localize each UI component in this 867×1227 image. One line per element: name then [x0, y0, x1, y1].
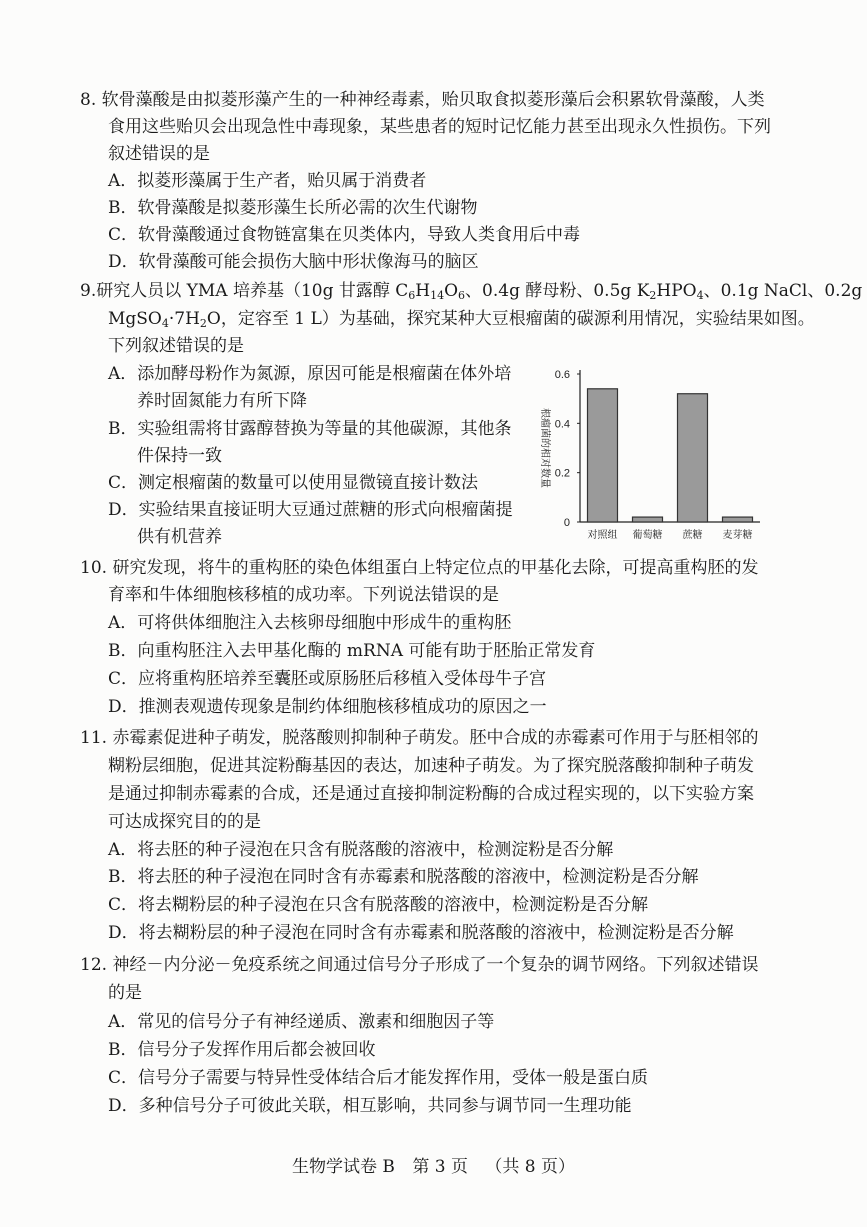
footer-subject: 生物学试卷 B	[292, 1157, 395, 1177]
question-8-option-b: B．软骨藻酸是拟菱形藻生长所必需的次生代谢物	[108, 198, 478, 218]
subscript: 4	[696, 289, 704, 302]
question-8-option-c: C．软骨藻酸通过食物链富集在贝类体内，导致人类食用后中毒	[108, 225, 581, 245]
subscript: 6	[458, 289, 466, 302]
question-9-option-a: A．添加酵母粉作为氮源，原因可能是根瘤菌在体外培	[108, 364, 512, 384]
question-8-text: 软骨藻酸是由拟菱形藻产生的一种神经毒素，贻贝取食拟菱形藻后会积累软骨藻酸，人类	[101, 90, 765, 110]
q9-text: MgSO	[108, 309, 162, 329]
y-tick-label: 0.2	[554, 467, 570, 480]
subscript: 6	[408, 289, 416, 302]
subscript: 2	[649, 289, 657, 302]
question-9-option-b: B．实验组需将甘露醇替换为等量的其他碳源，其他条	[108, 419, 512, 439]
q9-text: H	[415, 281, 431, 301]
q9-text: 、0.4g 酵母粉、0.5g K	[465, 281, 650, 301]
q9-text: O，定容至 1 L）为基础，探究某种大豆根瘤菌的碳源利用情况，实验结果如图。	[206, 309, 815, 329]
subscript: 4	[161, 317, 169, 330]
question-10-stem-line-1	[80, 557, 758, 579]
question-11-stem-line-1	[80, 727, 758, 749]
x-category-label: 麦芽糖	[722, 530, 753, 541]
question-12-option-b: B．信号分子发挥作用后都会被回收	[108, 1040, 376, 1060]
question-9-option-b-cont: 件保持一致	[137, 446, 222, 466]
question-8-number: 8.	[80, 90, 97, 110]
question-8-option-d: D．软骨藻酸可能会损伤大脑中形状像海马的脑区	[108, 252, 479, 272]
footer-page-number: 第 3 页	[412, 1157, 468, 1177]
question-12-number: 12.	[80, 955, 108, 975]
x-category-label: 葡萄糖	[632, 530, 663, 541]
question-8-option-a: A．拟菱形藻属于生产者，贻贝属于消费者	[108, 171, 427, 191]
question-11-option-c: C．将去糊粉层的种子浸泡在只含有脱落酸的溶液中，检测淀粉是否分解	[108, 895, 649, 915]
question-11-stem-line-4: 可达成探究目的的是	[108, 812, 261, 832]
q9-text: O	[444, 281, 459, 301]
q9-text: 、0.1g NaCl、0.2g	[703, 281, 863, 301]
question-9-stem-line-1	[80, 280, 862, 302]
question-8-stem-line-2: 食用这些贻贝会出现急性中毒现象，某些患者的短时记忆能力甚至出现永久性损伤。下列	[108, 117, 771, 137]
question-9-option-d-cont: 供有机营养	[137, 527, 222, 547]
question-8-stem-line-3: 叙述错误的是	[108, 144, 210, 164]
subscript: 14	[430, 289, 445, 302]
footer-total-pages: （共 8 页）	[485, 1157, 575, 1177]
question-9-option-d: D．实验结果直接证明大豆通过蔗糖的形式向根瘤菌提	[108, 500, 513, 520]
question-9-stem-line-2	[108, 308, 815, 330]
y-tick-label: 0.6	[554, 369, 570, 381]
question-9-stem-line-3: 下列叙述错误的是	[108, 336, 244, 356]
question-10-number: 10.	[80, 558, 108, 578]
bar-1	[588, 389, 618, 522]
question-10-option-d: D．推测表观遗传现象是制约体细胞核移植成功的原因之一	[108, 697, 547, 717]
question-10-option-c: C．应将重构胚培养至囊胚或原肠胚后移植入受体母牛子宫	[108, 669, 547, 689]
question-12-text: 神经－内分泌－免疫系统之间通过信号分子形成了一个复杂的调节网络。下列叙述错误	[112, 955, 759, 975]
question-10-stem-line-2: 育率和牛体细胞核移植的成功率。下列说法错误的是	[108, 585, 499, 605]
question-12-option-c: C．信号分子需要与特异性受体结合后才能发挥作用，受体一般是蛋白质	[108, 1068, 649, 1088]
q9-text: ·7H	[168, 309, 200, 329]
question-11-text: 赤霉素促进种子萌发，脱落酸则抑制种子萌发。胚中合成的赤霉素可作用于与胚相邻的	[112, 728, 759, 748]
q9-text: 研究人员以 YMA 培养基（10g 甘露醇 C	[96, 281, 409, 301]
question-11-option-a: A．将去胚的种子浸泡在只含有脱落酸的溶液中，检测淀粉是否分解	[108, 840, 614, 860]
question-11-number: 11.	[80, 728, 108, 748]
question-12-option-d: D．多种信号分子可彼此关联，相互影响，共同参与调节同一生理功能	[108, 1096, 632, 1116]
question-9-option-c: C．测定根瘤菌的数量可以使用显微镜直接计数法	[108, 473, 479, 493]
question-9-option-a-cont: 养时固氮能力有所下降	[137, 391, 307, 411]
question-12-stem-line-1	[80, 954, 758, 976]
question-12-option-a: A．常见的信号分子有神经递质、激素和细胞因子等	[108, 1012, 495, 1032]
y-tick-label: 0.4	[554, 418, 570, 431]
question-11-option-d: D．将去糊粉层的种子浸泡在同时含有赤霉素和脱落酸的溶液中，检测淀粉是否分解	[108, 923, 734, 943]
subscript: 2	[199, 317, 207, 330]
question-10-text: 研究发现，将牛的重构胚的染色体组蛋白上特定位点的甲基化去除，可提高重构胚的发	[112, 558, 759, 578]
bar-chart	[528, 362, 768, 550]
question-12-stem-line-2: 的是	[108, 983, 142, 1003]
bar-4	[723, 517, 753, 522]
question-11-option-b: B．将去胚的种子浸泡在同时含有赤霉素和脱落酸的溶液中，检测淀粉是否分解	[108, 867, 699, 887]
y-axis-label: 根瘤菌的相对数量	[539, 408, 550, 488]
bar-3	[678, 394, 708, 522]
question-11-stem-line-2: 糊粉层细胞，促进其淀粉酶基因的表达，加速种子萌发。为了探究脱落酸抑制种子萌发	[108, 756, 754, 776]
question-8-stem-line-1	[80, 89, 765, 111]
x-category-label: 对照组	[587, 530, 618, 541]
y-tick-label: 0	[563, 517, 570, 529]
question-10-option-a: A．可将供体细胞注入去核卵母细胞中形成牛的重构胚	[108, 613, 512, 633]
question-9-number: 9.	[80, 281, 97, 301]
question-11-stem-line-3: 是通过抑制赤霉素的合成，还是通过直接抑制淀粉酶的合成过程实现的，以下实验方案	[108, 784, 754, 804]
question-10-option-b: B．向重构胚注入去甲基化酶的 mRNA 可能有助于胚胎正常发育	[108, 641, 596, 661]
bar-2	[633, 517, 663, 522]
x-category-label: 蔗糖	[682, 530, 703, 541]
page-footer	[0, 1152, 867, 1177]
q9-text: HPO	[656, 281, 697, 301]
